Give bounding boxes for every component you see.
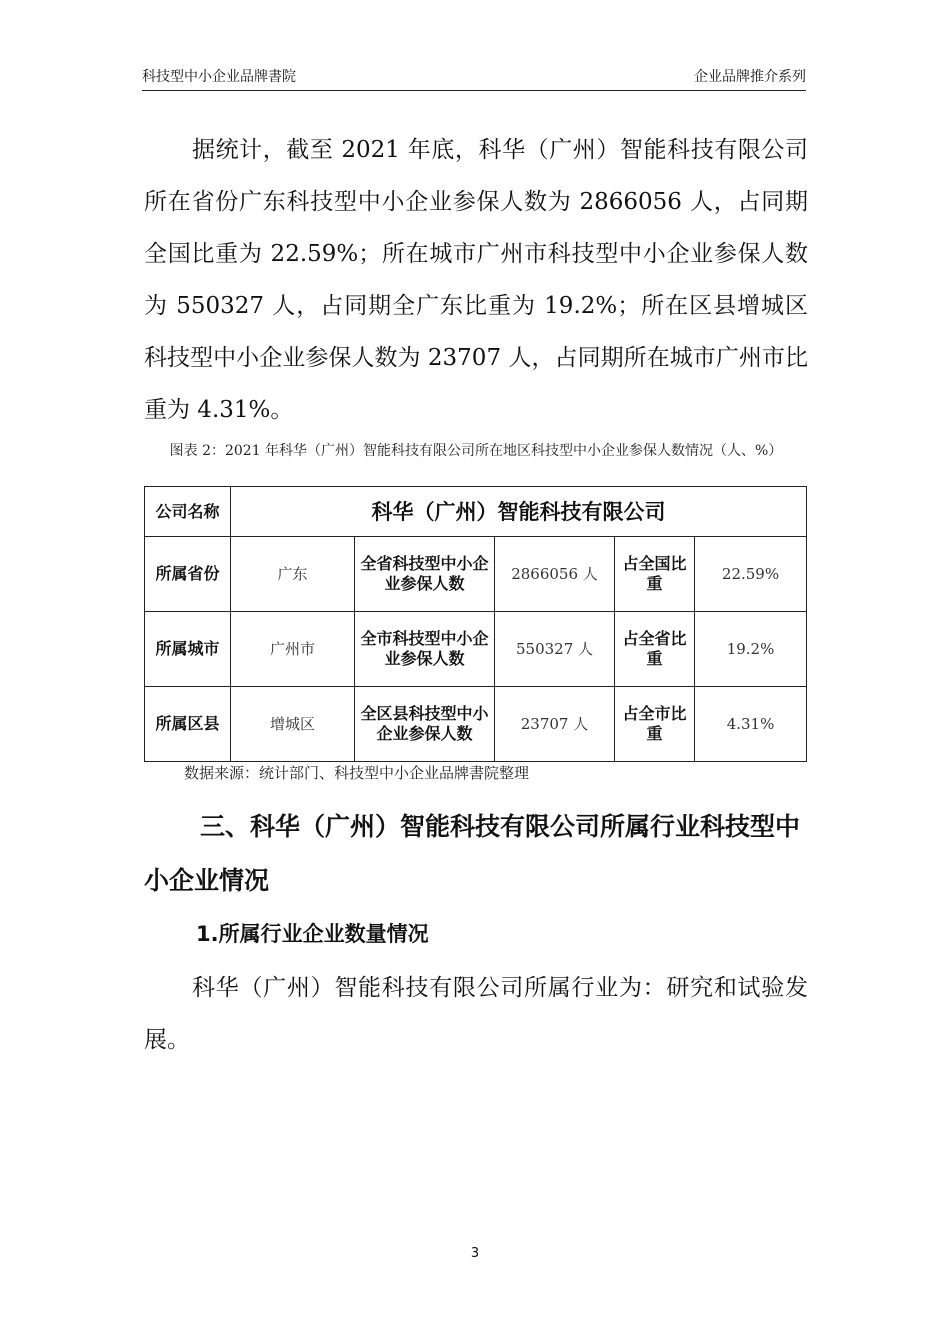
region-cell: 广州市 [231, 612, 355, 687]
page-header [142, 66, 806, 91]
table-row [145, 487, 807, 537]
page-number: 3 [470, 1246, 480, 1261]
header-left-title: 科技型中小企业品牌書院 [142, 69, 296, 85]
section-heading: 三、科华（广州）智能科技有限公司所属行业科技型中小企业情况 [144, 812, 801, 895]
row-label-cell: 所属省份 [145, 537, 231, 612]
share-label-cell: 占全省比重 [615, 612, 695, 687]
count-cell: 550327 人 [495, 612, 615, 687]
metric-cell: 全市科技型中小企业参保人数 [355, 612, 495, 687]
region-cell: 广东 [231, 537, 355, 612]
share-cell: 19.2% [695, 612, 807, 687]
count-cell: 2866056 人 [495, 537, 615, 612]
metric-cell: 全省科技型中小企业参保人数 [355, 537, 495, 612]
statistics-paragraph: 据统计，截至 2021 年底，科华（广州）智能科技有限公司所在省份广东科技型中小企业参保人数为 2866056 人，占同期全国比重为 22.59%；所在城市广州市科技型中小企业参保人数为 550327 人，占同期全广东比重为 19.2%；所在区县增城区科技型中小企业参保人数为 23707 人，占同期所在城市广州市比重为 4.31%。 [144, 137, 808, 423]
industry-paragraph: 科华（广州）智能科技有限公司所属行业为：研究和试验发展。 [144, 975, 808, 1053]
row-label-cell: 所属城市 [145, 612, 231, 687]
table-row [145, 612, 807, 687]
company-label-cell: 公司名称 [145, 487, 231, 537]
subsection-heading: 1.所属行业企业数量情况 [196, 922, 429, 946]
region-cell: 增城区 [231, 687, 355, 762]
row-label-cell: 所属区县 [145, 687, 231, 762]
insured-employees-table [144, 486, 807, 762]
table-caption: 图表 2：2021 年科华（广州）智能科技有限公司所在地区科技型中小企业参保人数情况（人、%） [169, 443, 783, 459]
share-label-cell: 占全国比重 [615, 537, 695, 612]
share-cell: 22.59% [695, 537, 807, 612]
metric-cell: 全区县科技型中小企业参保人数 [355, 687, 495, 762]
share-label-cell: 占全市比重 [615, 687, 695, 762]
header-right-title: 企业品牌推介系列 [694, 69, 806, 85]
table-row [145, 687, 807, 762]
company-name-cell: 科华（广州）智能科技有限公司 [231, 487, 807, 537]
data-source-note: 数据来源：统计部门、科技型中小企业品牌書院整理 [184, 764, 530, 782]
count-cell: 23707 人 [495, 687, 615, 762]
share-cell: 4.31% [695, 687, 807, 762]
table-row [145, 537, 807, 612]
